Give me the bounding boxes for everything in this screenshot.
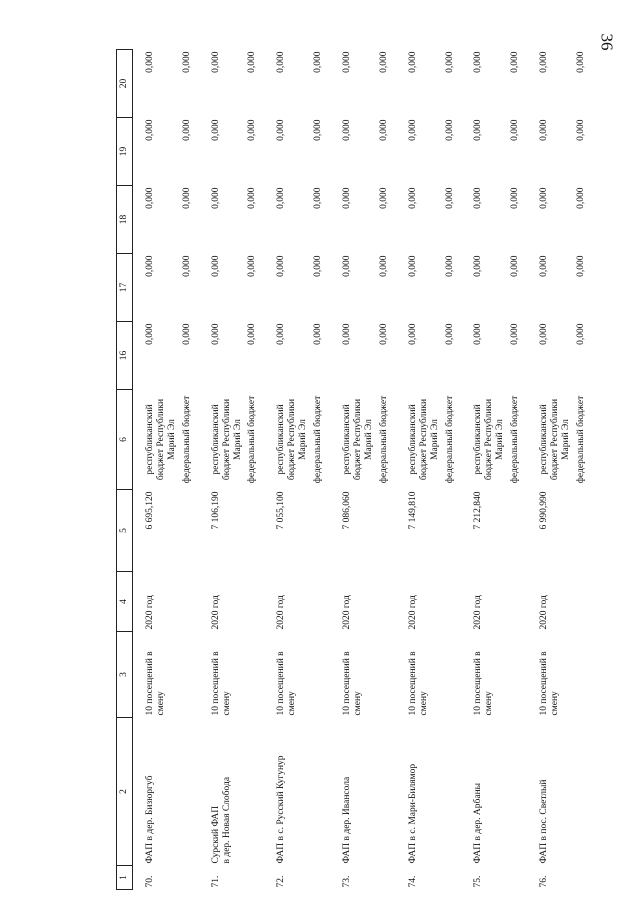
empty-cell <box>506 490 527 572</box>
empty-cell <box>375 490 396 572</box>
facility-name-text: ФАП в дер. Бизюргуб <box>145 775 155 864</box>
facility-name <box>527 718 572 866</box>
amount-cell: 0,000 <box>444 119 455 141</box>
amount-cell: 0,000 <box>575 51 586 73</box>
year: 2020 год <box>145 595 155 630</box>
amount-cell: 0,000 <box>407 255 418 277</box>
facility-name-text: Сурский ФАП <box>210 805 221 864</box>
empty-cell <box>309 866 330 890</box>
amount-cell: 0,000 <box>145 119 155 141</box>
empty-cell <box>243 572 264 632</box>
funding-source: федеральный бюджет <box>444 395 455 484</box>
amount-cell: 0,000 <box>407 187 418 209</box>
amount-cell: 0,000 <box>510 187 521 209</box>
amount-cell: 0,000 <box>378 323 389 345</box>
total-cost: 6 695,120 <box>145 491 155 530</box>
amount-cell: 0,000 <box>313 51 324 73</box>
facility-name-text: ФАП в с. Русский Кугунур <box>276 755 287 864</box>
amount-cell: 0,000 <box>210 323 221 345</box>
total-cost: 7 086,060 <box>342 491 353 530</box>
row-number: 71. <box>210 875 221 888</box>
amount-cell: 0,000 <box>473 323 484 345</box>
amount-cell: 0,000 <box>181 51 192 73</box>
facility-name <box>264 718 309 866</box>
amount-cell: 0,000 <box>342 255 353 277</box>
amount-cell: 0,000 <box>539 323 550 345</box>
empty-cell <box>375 718 396 866</box>
funding-source: федеральный бюджет <box>510 395 521 484</box>
amount-cell: 0,000 <box>181 255 192 277</box>
table-subrow <box>178 50 199 890</box>
amount-cell: 0,000 <box>276 187 287 209</box>
table-row <box>396 50 441 890</box>
year: 2020 год <box>539 595 550 630</box>
table-header <box>117 50 133 890</box>
capacity: 10 посещений в смену <box>539 651 561 716</box>
empty-cell <box>375 632 396 718</box>
amount-cell: 0,000 <box>276 255 287 277</box>
amount-cell: 0,000 <box>539 255 550 277</box>
amount-cell: 0,000 <box>313 255 324 277</box>
empty-cell <box>441 490 462 572</box>
total-cost: 7 212,840 <box>473 491 484 530</box>
amount-cell: 0,000 <box>145 255 155 277</box>
amount-cell: 0,000 <box>313 187 324 209</box>
year: 2020 год <box>342 595 353 630</box>
empty-cell <box>178 866 199 890</box>
amount-cell: 0,000 <box>378 255 389 277</box>
amount-cell: 0,000 <box>444 255 455 277</box>
row-number: 76. <box>539 875 550 888</box>
facility-name <box>199 718 244 866</box>
capacity: 10 посещений в смену <box>276 651 298 716</box>
funding-source: федеральный бюджет <box>313 395 324 484</box>
facility-name <box>330 718 375 866</box>
table-row <box>461 50 506 890</box>
year: 2020 год <box>407 595 418 630</box>
column-header: 1 <box>117 866 133 890</box>
amount-cell: 0,000 <box>342 119 353 141</box>
empty-cell <box>572 718 593 866</box>
column-header: 20 <box>117 50 133 118</box>
total-cost: 7 149,810 <box>407 491 418 530</box>
empty-cell <box>441 632 462 718</box>
facility-name-text: ФАП в пос. Светлый <box>539 779 550 864</box>
table-subrow <box>572 50 593 890</box>
amount-cell: 0,000 <box>210 51 221 73</box>
amount-cell: 0,000 <box>510 51 521 73</box>
amount-cell: 0,000 <box>276 119 287 141</box>
empty-cell <box>441 866 462 890</box>
facility-name <box>133 718 178 866</box>
table-row <box>527 50 572 890</box>
table-subrow <box>309 50 330 890</box>
amount-cell: 0,000 <box>407 323 418 345</box>
facility-name <box>461 718 506 866</box>
row-number: 70. <box>145 875 155 888</box>
funding-source: федеральный бюджет <box>575 395 586 484</box>
amount-cell: 0,000 <box>247 51 258 73</box>
funding-source: республиканский бюджет Республики Марий Эл <box>407 398 440 481</box>
row-number: 72. <box>276 875 287 888</box>
facility-name <box>396 718 441 866</box>
funding-source: республиканский бюджет Республики Марий Эл <box>342 398 374 481</box>
empty-cell <box>178 718 199 866</box>
amount-cell: 0,000 <box>181 323 192 345</box>
amount-cell: 0,000 <box>473 255 484 277</box>
amount-cell: 0,000 <box>145 323 155 345</box>
facility-name-text: ФАП в дер. Арбаны <box>473 782 484 864</box>
funding-source: республиканский бюджет Республики Марий Эл <box>210 398 243 481</box>
capacity: 10 посещений в смену <box>473 651 495 716</box>
amount-cell: 0,000 <box>575 187 586 209</box>
empty-cell <box>309 490 330 572</box>
facility-name-line2: в дер. Новая Слобода <box>221 776 232 864</box>
column-header: 2 <box>117 718 133 866</box>
capacity: 10 посещений в смену <box>210 651 232 716</box>
amount-cell: 0,000 <box>444 323 455 345</box>
amount-cell: 0,000 <box>510 255 521 277</box>
amount-cell: 0,000 <box>276 51 287 73</box>
amount-cell: 0,000 <box>407 51 418 73</box>
amount-cell: 0,000 <box>378 187 389 209</box>
empty-cell <box>309 718 330 866</box>
amount-cell: 0,000 <box>539 119 550 141</box>
amount-cell: 0,000 <box>378 51 389 73</box>
amount-cell: 0,000 <box>575 323 586 345</box>
funding-source: федеральный бюджет <box>247 395 258 484</box>
amount-cell: 0,000 <box>181 187 192 209</box>
row-number: 75. <box>473 875 484 888</box>
column-header: 4 <box>117 572 133 632</box>
year: 2020 год <box>473 595 484 630</box>
amount-cell: 0,000 <box>210 187 221 209</box>
funding-source: республиканский бюджет Республики Марий Эл <box>276 398 309 481</box>
amount-cell: 0,000 <box>247 119 258 141</box>
column-header: 5 <box>117 490 133 572</box>
amount-cell: 0,000 <box>247 187 258 209</box>
empty-cell <box>243 866 264 890</box>
amount-cell: 0,000 <box>145 51 155 73</box>
amount-cell: 0,000 <box>575 255 586 277</box>
table-row <box>199 50 244 890</box>
column-header: 3 <box>117 632 133 718</box>
amount-cell: 0,000 <box>575 119 586 141</box>
amount-cell: 0,000 <box>473 51 484 73</box>
funding-table <box>116 49 593 890</box>
total-cost: 7 055,100 <box>276 491 287 530</box>
amount-cell: 0,000 <box>444 51 455 73</box>
column-header: 16 <box>117 322 133 390</box>
table-subrow <box>375 50 396 890</box>
table-subrow <box>441 50 462 890</box>
year: 2020 год <box>276 595 287 630</box>
amount-cell: 0,000 <box>313 119 324 141</box>
amount-cell: 0,000 <box>444 187 455 209</box>
empty-cell <box>178 572 199 632</box>
empty-cell <box>441 718 462 866</box>
table-row <box>330 50 375 890</box>
empty-cell <box>441 572 462 632</box>
empty-cell <box>178 632 199 718</box>
funding-source: республиканский бюджет Республики Марий Эл <box>145 398 177 481</box>
empty-cell <box>309 572 330 632</box>
table-subrow <box>243 50 264 890</box>
empty-cell <box>375 866 396 890</box>
amount-cell: 0,000 <box>276 323 287 345</box>
empty-cell <box>506 632 527 718</box>
amount-cell: 0,000 <box>247 323 258 345</box>
row-number: 74. <box>407 875 418 888</box>
total-cost: 7 106,190 <box>210 491 221 530</box>
amount-cell: 0,000 <box>378 119 389 141</box>
funding-source: республиканский бюджет Республики Марий Эл <box>539 398 571 481</box>
row-number: 73. <box>342 875 353 888</box>
empty-cell <box>572 866 593 890</box>
amount-cell: 0,000 <box>510 119 521 141</box>
amount-cell: 0,000 <box>407 119 418 141</box>
amount-cell: 0,000 <box>247 255 258 277</box>
empty-cell <box>243 490 264 572</box>
amount-cell: 0,000 <box>210 255 221 277</box>
empty-cell <box>178 490 199 572</box>
empty-cell <box>506 866 527 890</box>
amount-cell: 0,000 <box>473 187 484 209</box>
amount-cell: 0,000 <box>342 323 353 345</box>
empty-cell <box>506 718 527 866</box>
empty-cell <box>572 572 593 632</box>
table-subrow <box>506 50 527 890</box>
capacity: 10 посещений в смену <box>342 651 363 716</box>
facility-name-text: ФАП в дер. Ивансола <box>342 776 353 864</box>
empty-cell <box>375 572 396 632</box>
empty-cell <box>506 572 527 632</box>
total-cost: 6 990,990 <box>539 491 550 530</box>
amount-cell: 0,000 <box>510 323 521 345</box>
empty-cell <box>572 632 593 718</box>
amount-cell: 0,000 <box>181 119 192 141</box>
column-header: 18 <box>117 186 133 254</box>
amount-cell: 0,000 <box>539 187 550 209</box>
capacity: 10 посещений в смену <box>145 651 166 716</box>
amount-cell: 0,000 <box>342 51 353 73</box>
year: 2020 год <box>210 595 221 630</box>
funding-source: федеральный бюджет <box>378 395 389 484</box>
table-row <box>264 50 309 890</box>
empty-cell <box>309 632 330 718</box>
amount-cell: 0,000 <box>145 187 155 209</box>
funding-source: республиканский бюджет Республики Марий Эл <box>473 398 506 481</box>
document-table-container <box>116 50 586 890</box>
amount-cell: 0,000 <box>210 119 221 141</box>
column-header: 19 <box>117 118 133 186</box>
page-number: 36 <box>597 33 617 51</box>
amount-cell: 0,000 <box>539 51 550 73</box>
facility-name-text: ФАП в с. Мари-Билямор <box>407 763 418 864</box>
amount-cell: 0,000 <box>313 323 324 345</box>
amount-cell: 0,000 <box>342 187 353 209</box>
funding-source: федеральный бюджет <box>181 395 192 484</box>
empty-cell <box>243 632 264 718</box>
empty-cell <box>572 490 593 572</box>
amount-cell: 0,000 <box>473 119 484 141</box>
table-row <box>133 50 178 890</box>
capacity: 10 посещений в смену <box>407 651 429 716</box>
table-body <box>133 50 593 890</box>
column-header: 17 <box>117 254 133 322</box>
empty-cell <box>243 718 264 866</box>
column-header: 6 <box>117 390 133 490</box>
